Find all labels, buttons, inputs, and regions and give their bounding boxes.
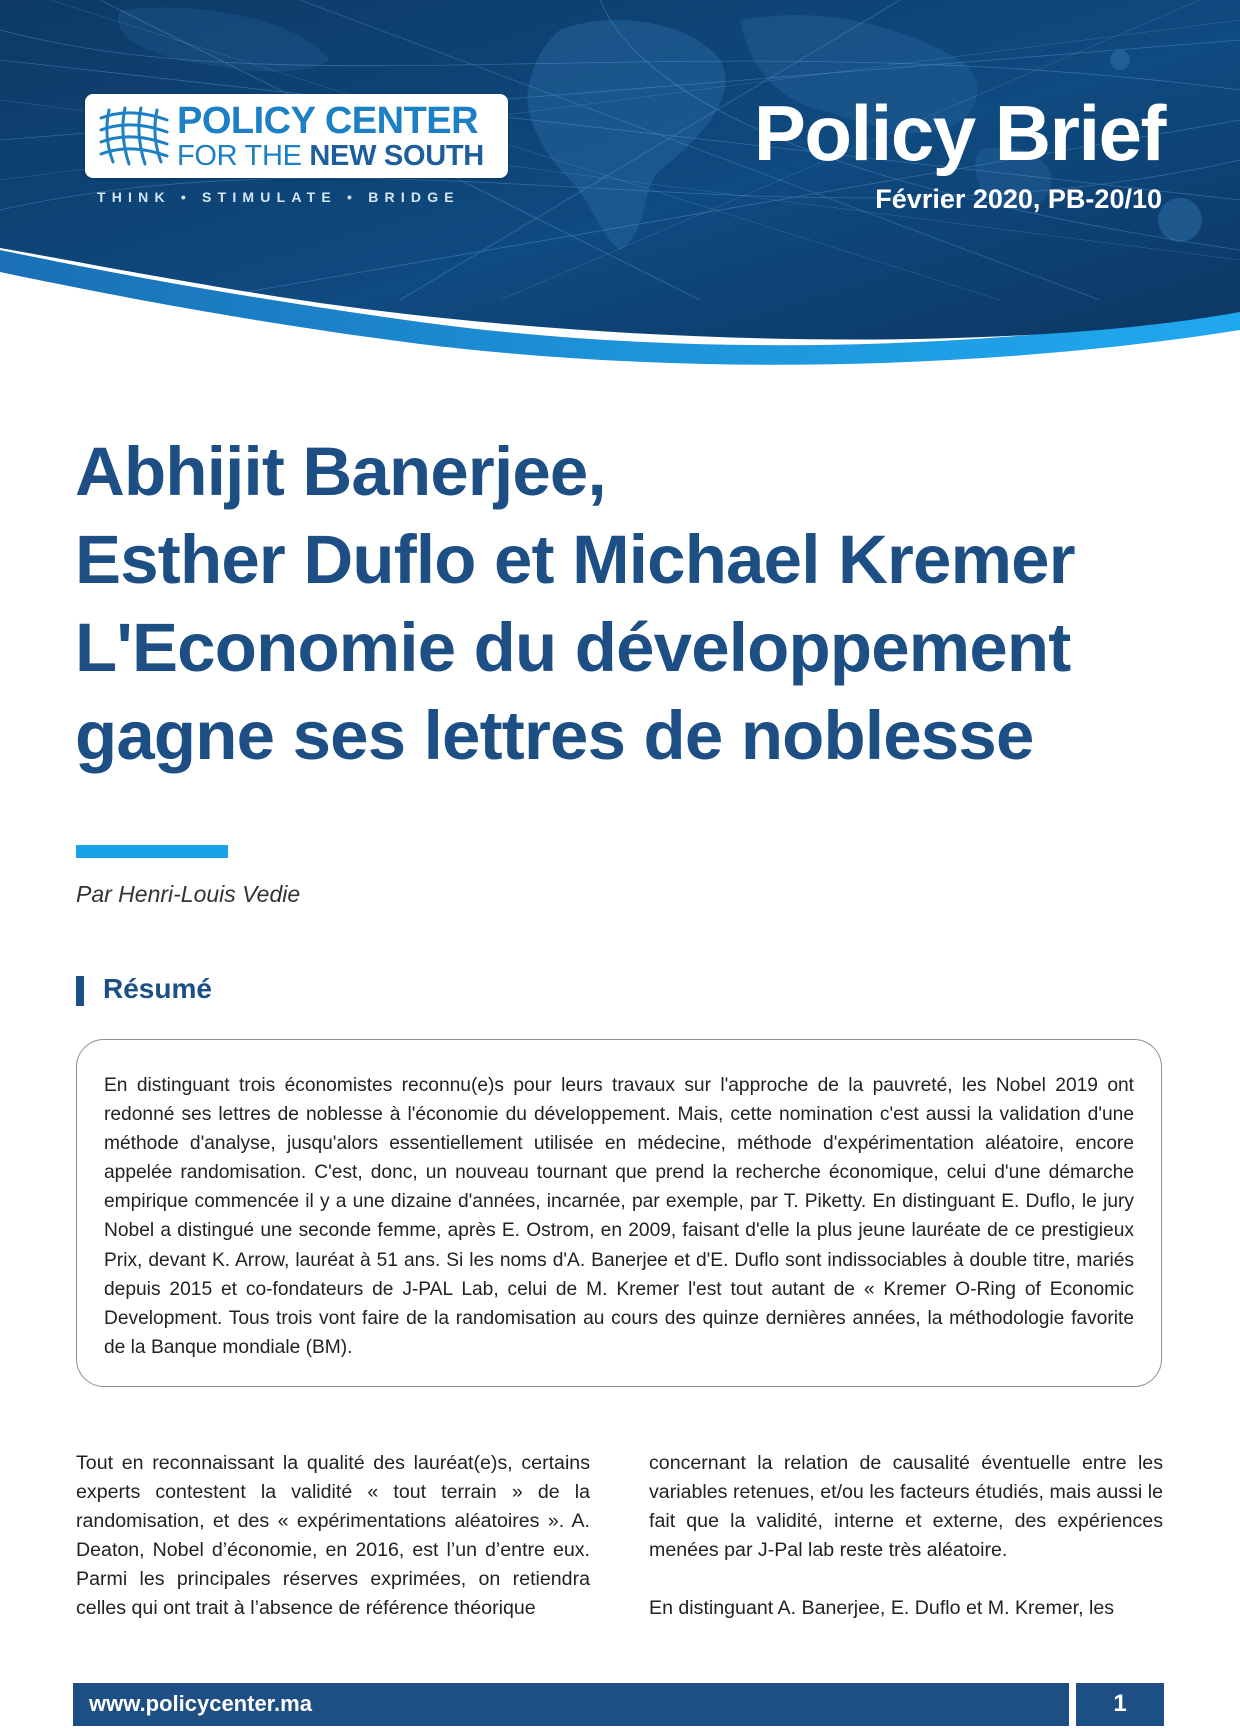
summary-heading-label: Résumé bbox=[103, 973, 212, 1004]
body-paragraph: concernant la relation de causalité éventuelle entre les variables retenues, et/ou les facteurs étudiés, mais aussi le fait que la validité, interne et externe, des expériences menées par J-Pal lab reste très aléatoire. bbox=[649, 1452, 1163, 1561]
document-type: Policy Brief bbox=[753, 89, 1165, 177]
globe-grid-logo-icon bbox=[97, 106, 171, 166]
logo-line2-prefix: FOR THE bbox=[177, 140, 310, 172]
summary-heading-bar bbox=[76, 976, 84, 1006]
logo-line2-bold: NEW SOUTH bbox=[309, 140, 484, 172]
footer-website-link[interactable]: www.policycenter.ma bbox=[89, 1691, 312, 1716]
page-title bbox=[75, 428, 1185, 780]
body-paragraph: Tout en reconnaissant la qualité des lauréat(e)s, certains experts contestent la validité « tout terrain » de la randomisation, et des « expérimentations aléatoires ». A. Deaton, Nobel d’économie, en 2016, est l’un d’entre eux. Parmi les principales réserves exprimées, on retiendra celles qui ont trait à l’absence de référence théorique bbox=[76, 1452, 590, 1619]
logo-tagline: THINK • STIMULATE • BRIDGE bbox=[97, 189, 460, 205]
body-column-right bbox=[649, 1449, 1163, 1652]
title-line: Esther Duflo et Michael Kremer bbox=[75, 521, 1075, 598]
body-column-left bbox=[76, 1449, 590, 1652]
body-paragraph: En distinguant A. Banerjee, E. Duflo et M. Kremer, les bbox=[649, 1597, 1115, 1619]
logo[interactable] bbox=[85, 94, 508, 178]
document-date-reference: Février 2020, PB-20/10 bbox=[875, 184, 1162, 214]
title-accent-rule bbox=[76, 845, 228, 858]
author-byline: Par Henri-Louis Vedie bbox=[76, 881, 301, 907]
logo-line2 bbox=[177, 140, 484, 173]
logo-line1: POLICY CENTER bbox=[177, 100, 479, 142]
title-line: gagne ses lettres de noblesse bbox=[75, 697, 1034, 774]
title-line: L'Economie du développement bbox=[75, 609, 1071, 686]
page-number: 1 bbox=[1113, 1690, 1127, 1717]
title-line: Abhijit Banerjee, bbox=[75, 433, 606, 510]
header-banner bbox=[0, 0, 1240, 370]
summary-text: En distinguant trois économistes reconnu(e)s pour leurs travaux sur l'approche de la pauvreté, les Nobel 2019 ont redonné ses lettres de noblesse à l'économie du développement. Mais, cette nomination c'est aussi la validation d'une méthode d'analyse, jusqu'alors essentiellement utilisée en médecine, méthode d'expérimentation aléatoire, encore appelée randomisation. C'est, donc, un nouveau tournant que prend la recherche économique, celui d'une démarche empirique commencée il y a une dizaine d'années, incarnée, par exemple, par T. Piketty. En distinguant E. Duflo, le jury Nobel a distingué une seconde femme, après E. Ostrom, en 2009, faisant d'elle la plus jeune lauréate de ce prestigieux Prix, devant K. Arrow, lauréat à 51 ans. Si les noms d'A. Banerjee et d'E. Duflo sont indissociables à double titre, mariés depuis 2015 et co-fondateurs de J-PAL Lab, celui de M. Kremer l'est tout autant de « Kremer O-Ring of Economic Development. Tous trois vont faire de la randomisation au cours des quinze dernières années, la méthodologie favorite de la Banque mondiale (BM). bbox=[104, 1075, 1134, 1358]
